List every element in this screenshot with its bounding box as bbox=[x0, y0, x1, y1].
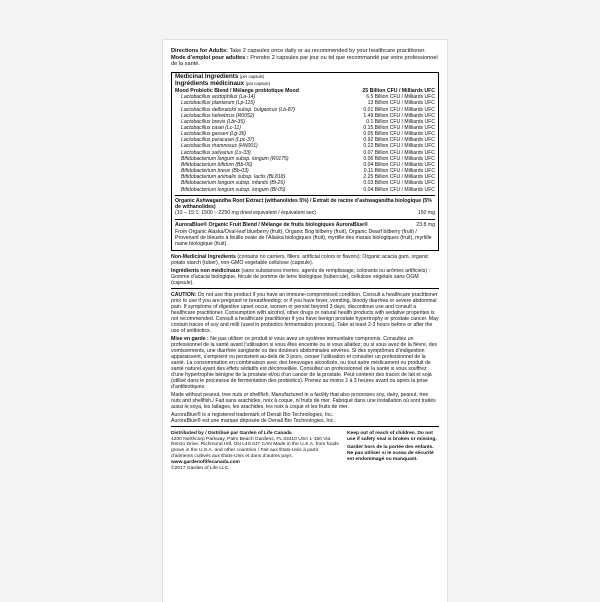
probiotic-name: Bifidobacterium longum subsp. longum (R0175) bbox=[181, 155, 289, 162]
distribution-copyright: ©2017 Garden of Life LLC. bbox=[171, 465, 230, 471]
aurora-detail: From Organic Alaska/Oval-leaf blueberry (fruit), Organic Bog bilberry (fruit), Organic Dwarf bilberry (fruit) / Provenant de bleuets à feuille ovale de l’Alaska biologiques (fruit), myrtille des marais biologiques (fruit), myrtille naine biologique (fruit). bbox=[175, 228, 432, 247]
probiotic-value: 13 Billion CFU / Milliards UFC bbox=[367, 100, 435, 107]
non-medicinal-en bbox=[171, 254, 439, 266]
probiotic-name: Lactobacillus helveticus (R0052) bbox=[181, 112, 255, 119]
directions-en-text: Take 2 capsules once daily or as recommended by your healthcare practitioner. bbox=[229, 48, 426, 54]
ashwagandha-name: Organic Ashwagandha Root Extract (withanolides 5%) / Extrait de racine d’ashwagandha biologique (5% de withanolides) bbox=[175, 197, 432, 210]
probiotic-blend-value: 25 Billion CFU / Milliards UFC bbox=[362, 87, 435, 94]
probiotic-name: Lactobacillus delbrueckii subsp. bulgaricus (Lb-87) bbox=[181, 106, 296, 113]
directions-fr-text: Prendre 2 capsules par jour ou tel que recommandé par votre professionnel de la santé. bbox=[171, 54, 438, 68]
probiotic-value: 0.15 Billion CFU / Milliards UFC bbox=[363, 125, 435, 131]
probiotic-value: 2.25 Billion CFU / Milliards UFC bbox=[363, 174, 435, 181]
aurora-header-row bbox=[175, 222, 435, 229]
non-medicinal-fr bbox=[171, 268, 439, 286]
probiotic-name: Lactobacillus brevis (Lbr-35) bbox=[181, 118, 245, 125]
probiotic-value: 0.07 Billion CFU / Milliards UFC bbox=[363, 149, 435, 156]
probiotic-value: 0.22 Billion CFU / Milliards UFC bbox=[363, 143, 435, 150]
probiotic-name: Bifidobacterium longum subsp. infantis (Bi-26) bbox=[181, 180, 285, 187]
distribution-website: www.gardenoflifecanada.com bbox=[171, 459, 240, 465]
directions-en bbox=[171, 48, 439, 55]
non-medicinal-section bbox=[171, 254, 439, 286]
safety-fr: Garder hors de la portée des enfants. Ne pas utiliser si le sceau de sécurité est endommagé ou manquant. bbox=[347, 445, 434, 462]
caution-en-label: CAUTION: bbox=[171, 291, 197, 298]
probiotic-name: Lactobacillus casei (Lc-11) bbox=[181, 125, 241, 131]
aurora-row bbox=[175, 222, 435, 247]
trademark-fr: AuroraBlue® est une marque déposée de Denali Bio Technologies, Inc. bbox=[171, 417, 335, 424]
ashwagandha-detail-row bbox=[175, 210, 435, 217]
probiotic-value: 0.04 Billion CFU / Milliards UFC bbox=[363, 186, 435, 193]
non-medicinal-fr-text: (sans substances inertes, agents de remplissage, colorants ou arômes artificiels) : Gomme d’acacia biologique, fécule de pomme de terre biologique (tubercule), cellulose végétale sans OGM (capsule). bbox=[171, 267, 430, 286]
directions-section bbox=[171, 48, 439, 68]
medicinal-title-en-text: Medicinal Ingredients bbox=[175, 73, 239, 81]
divider bbox=[171, 288, 439, 289]
caution-en bbox=[171, 292, 439, 334]
probiotic-name: Bifidobacterium bifidum (Bb-06) bbox=[181, 161, 253, 168]
medicinal-title-en-note: (per capsule) bbox=[239, 74, 265, 80]
probiotic-name: Lactobacillus rhamnosus (HN001) bbox=[181, 143, 258, 150]
medicinal-ingredients-box bbox=[171, 72, 439, 251]
probiotic-blend-name: Mood Probiotic Blend / Mélange probiotique Mood bbox=[175, 87, 299, 94]
probiotic-name: Bifidobacterium breve (Bb-03) bbox=[181, 168, 249, 175]
medicinal-title-fr-note: (par capsule) bbox=[245, 80, 271, 86]
medicinal-title-fr-text: Ingrédients médicinaux bbox=[175, 79, 245, 87]
probiotic-list bbox=[175, 94, 435, 193]
ashwagandha-detail: (10 – 15:1; 1500 – 2250 mg dried equivalent / équivalent sec) bbox=[175, 210, 317, 217]
probiotic-value: 1.49 Billion CFU / Milliards UFC bbox=[363, 112, 435, 119]
probiotic-value: 0.03 Billion CFU / Milliards UFC bbox=[363, 180, 435, 187]
safety-en: Keep out of reach of children. Do not use if safety seal is broken or missing. bbox=[347, 430, 437, 442]
probiotic-name: Lactobacillus paracasei (Lpc-37) bbox=[181, 137, 255, 144]
probiotic-value: 0.01 Billion CFU / Milliards UFC bbox=[363, 106, 435, 113]
distribution-block bbox=[171, 431, 339, 472]
probiotic-value: 0.04 Billion CFU / Milliards UFC bbox=[363, 161, 435, 168]
distribution-label: Distributed by / Distribué par Garden of Life Canada bbox=[171, 430, 292, 436]
allergen-statement: Made without peanut, tree nuts or shellfish. Manufactured in a facility that also processes soy, dairy, peanut, tree nuts and shellfish./ Fait sans arachides, noix à coque, ni fruits de mer. Fabriqué dans une installation où sont traités aussi le soya, les laitages, les arachides, les noix à coque et les fruits de mer. bbox=[171, 391, 436, 410]
probiotic-blend-row bbox=[175, 88, 435, 95]
probiotic-name: Lactobacillus acidophilus (La-14) bbox=[181, 94, 256, 101]
supplement-label-panel bbox=[163, 40, 447, 602]
safety-block bbox=[339, 431, 439, 472]
caution-fr-text: Ne pas utiliser ce produit si vous avez un système immunitaire compromis. Consultez un professionnel de la santé avant l’utilisation si vous êtes enceinte ou si vous allaitez; ou si vous avez de la fièvre, des vomissements, une diarrhée sanglante ou des douleurs abdominales sévères. Si des symptômes d’indigestion apparaissent, s’empirent ou persistent au-delà de 3 jours, cesser l’utilisation et consulter un professionnel de la santé. La consommation en combinaison avec des breuvages alcoolisés, ou tout autre médicament ou produit de santé naturel ayant des effets sédatifs est déconseillée. Consultez un professionnel de la santé si vous souffrez d’une hypertrophie bénigne de la prostate et/ou d’un cancer de la prostate. Peut contenir des traces de lait et soja (utilisé dans le processus de fermentation des probiotics). Prenez au moins 2 à 3 heures avant ou après la prise d’antibiotiques. bbox=[171, 335, 438, 390]
probiotic-value: 0.92 Billion CFU / Milliards UFC bbox=[363, 137, 435, 144]
probiotic-name: Lactobacillus plantarum (Lp-115) bbox=[181, 100, 255, 107]
probiotic-name: Lactobacillus salivarius (Ls-33) bbox=[181, 149, 251, 156]
caution-fr-label: Mise en garde : bbox=[171, 335, 209, 342]
probiotic-value: 0.11 Billion CFU / Milliards UFC bbox=[363, 168, 435, 175]
medicinal-title-fr bbox=[175, 81, 435, 88]
caution-section bbox=[171, 292, 439, 424]
probiotic-row bbox=[175, 187, 435, 193]
aurora-name: AuroraBlue® Organic Fruit Blend / Mélange de fruits biologiques AuroraBlue® bbox=[175, 221, 368, 228]
label-content bbox=[171, 48, 439, 471]
ashwagandha-value: 150 mg bbox=[417, 210, 435, 217]
divider bbox=[171, 426, 439, 427]
probiotic-value: 0.1 Billion CFU / Milliards UFC bbox=[366, 118, 435, 125]
trademark-en: AuroraBlue® is a registered trademark of Denali Bio Technologies, Inc. bbox=[171, 411, 334, 418]
probiotic-value: 0.05 Billion CFU / Milliards UFC bbox=[363, 131, 435, 138]
probiotic-value: 0.06 Billion CFU / Milliards UFC bbox=[363, 155, 435, 162]
caution-en-text: Do not use this product if you have an immune-compromised condition. Consult a healthcare practitioner prior to use if you are pregnant or breastfeeding; or if you have fever, vomiting, bloody diarrhea or severe abdominal pain. If symptoms of digestive upset occur, worsen or persist beyond 3 days, discontinue use and consult a healthcare practitioner. Consumption with alcohol, other drugs or natural health products with sedative properties is not recommended. Consult a healthcare practitioner if you have benign prostate hypertrophy or prostate cancer. May contain traces of soy and milk (used in probiotics fermentation process). Take at least 2-3 hours before or after the use of antibiotics. bbox=[171, 291, 439, 334]
bottom-section bbox=[171, 431, 439, 472]
non-medicinal-fr-label: Ingrédients non médicinaux bbox=[171, 267, 240, 274]
divider bbox=[175, 195, 435, 196]
aurora-value: 23.8 mg bbox=[416, 221, 435, 228]
ashwagandha-row bbox=[175, 198, 435, 217]
probiotic-name: Lactobacillus gasseri (Lg-36) bbox=[181, 131, 247, 138]
directions-en-label: Directions for Adults: bbox=[171, 48, 228, 54]
probiotic-name: Bifidobacterium animalis subsp. lactis (BL818) bbox=[181, 174, 286, 181]
non-medicinal-en-label: Non-Medicinal Ingredients bbox=[171, 253, 236, 260]
directions-fr-label: Mode d’emploi pour adultes : bbox=[171, 54, 249, 61]
directions-fr bbox=[171, 55, 439, 68]
non-medicinal-en-text: (contains no carriers, fillers, artificial colors or flavors): Organic acacia gum, organic potato starch (tuber), non-GMO vegetable cellulose (capsule). bbox=[171, 253, 429, 266]
distribution-text: 4200 Northcorp Parkway, Palm Beach Gardens, FL 33410 USA 1-150 Via Renzo Drive, Richmond Hill, ON L4S 0J7 CAN Made in the U.S.A. from foods grown in the U.S.A. and other countries / Fait aux États-Unis à partir d’aliments cultivés aux États-Unis et dans d’autres pays. bbox=[171, 436, 339, 459]
caution-fr bbox=[171, 336, 439, 390]
probiotic-name: Bifidobacterium longum subsp. longum (Bl-05) bbox=[181, 186, 286, 193]
divider bbox=[175, 219, 435, 220]
probiotic-value: 6.5 Billion CFU / Milliards UFC bbox=[366, 94, 435, 101]
